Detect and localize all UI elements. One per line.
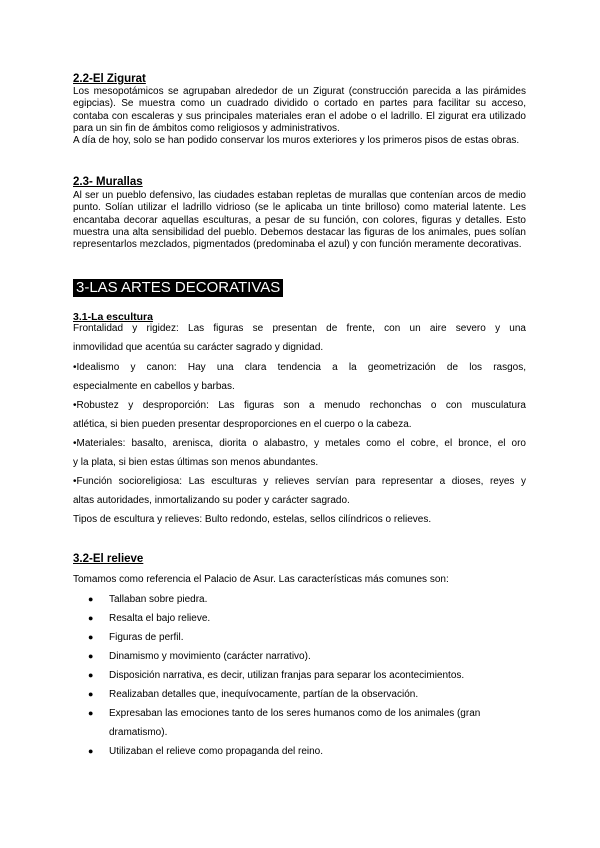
escultura-line: inmovilidad que acentúa su carácter sagrado y dignidad.	[73, 342, 324, 353]
section-heading-relieve: 3.2-El relieve	[73, 553, 144, 565]
bullet-icon: ●	[88, 594, 94, 604]
bullet-icon: ●	[88, 613, 94, 623]
section-heading-murallas: 2.3- Murallas	[73, 176, 143, 188]
bullet-icon: ●	[88, 632, 94, 642]
escultura-line: y la plata, si bien estas últimas son menos abundantes.	[73, 457, 319, 468]
bullet-icon: ●	[88, 708, 94, 718]
bullet-icon: ●	[88, 651, 94, 661]
list-item: ● Expresaban las emociones tanto de los seres humanos como de los animales (gran	[88, 704, 480, 723]
bullet-icon: ●	[88, 746, 94, 756]
escultura-line: especialmente en cabellos y barbas.	[73, 381, 235, 392]
list-item-continuation: dramatismo).	[109, 727, 168, 738]
chapter-banner: 3-LAS ARTES DECORATIVAS	[73, 279, 283, 297]
section-heading-escultura: 3.1-La escultura	[73, 311, 153, 323]
bullet-icon: ●	[88, 689, 94, 699]
list-item: ● Dinamismo y movimiento (carácter narrativo).	[88, 647, 480, 666]
escultura-line: altas autoridades, inmortalizando su poder y carácter sagrado.	[73, 495, 350, 506]
list-item: ● Realizaban detalles que, inequívocamente, partían de la observación.	[88, 685, 480, 704]
paragraph-zigurat: Los mesopotámicos se agrupaban alrededor de un Zigurat (construcción parecida a las pirámides egipcias). Se muestra como un cuadrado dividido o cortado en partes para facilitar su acceso, contaba con escaleras y sus principales materiales eran el adobe o el ladrillo. El zigurat era utilizado para un sin fin de ámbitos como religiosos y administrativos.	[73, 86, 526, 134]
list-item: ● Resalta el bajo relieve.	[88, 609, 480, 628]
relieve-intro: Tomamos como referencia el Palacio de Asur. Las características más comunes son:	[73, 574, 449, 585]
list-item: ● Utilizaban el relieve como propaganda del reino.	[88, 742, 480, 761]
escultura-line: Tipos de escultura y relieves: Bulto redondo, estelas, sellos cilíndricos o relieves.	[73, 514, 432, 525]
escultura-line: atlética, si bien pueden presentar desproporciones en el cuerpo o la cabeza.	[73, 419, 412, 430]
escultura-line: •Robustez y desproporción: Las figuras son a menudo rechonchas o con musculatura	[73, 400, 526, 411]
list-item: ● Figuras de perfil.	[88, 628, 480, 647]
list-item: ● Disposición narrativa, es decir, utilizan franjas para separar los acontecimientos.	[88, 666, 480, 685]
escultura-line: •Función socioreligiosa: Las esculturas y relieves servían para representar a dioses, reyes y	[73, 476, 526, 487]
relieve-bullet-list	[88, 590, 480, 761]
escultura-line: •Idealismo y canon: Hay una clara tendencia a la geometrización de los rasgos,	[73, 362, 526, 373]
escultura-line: Frontalidad y rigidez: Las figuras se presentan de frente, con un aire severo y una	[73, 323, 526, 334]
section-heading-zigurat: 2.2-El Zigurat	[73, 73, 146, 85]
list-item: ● Tallaban sobre piedra.	[88, 590, 480, 609]
escultura-line: •Materiales: basalto, arenisca, diorita o alabastro, y metales como el cobre, el bronce, el oro	[73, 438, 526, 449]
paragraph-murallas: Al ser un pueblo defensivo, las ciudades estaban repletas de murallas que contenían arcos de medio punto. Solían utilizar el ladrillo vidrioso (se le aplicaba un tinte brilloso) como material latente. Les encantaba decorar aquellas esculturas, a pesar de su función, con colores, figuras y detalles. Esto muestra una alta sensibilidad del pueblo. Debemos destacar las figuras de los animales, pues solían representarlos mezclados, pigmentados (predominaba el azul) y con función meramente decorativas.	[73, 190, 526, 251]
paragraph-zigurat-conservation: A día de hoy, solo se han podido conservar los muros exteriores y los primeros pisos de estas obras.	[73, 135, 520, 146]
bullet-icon: ●	[88, 670, 94, 680]
